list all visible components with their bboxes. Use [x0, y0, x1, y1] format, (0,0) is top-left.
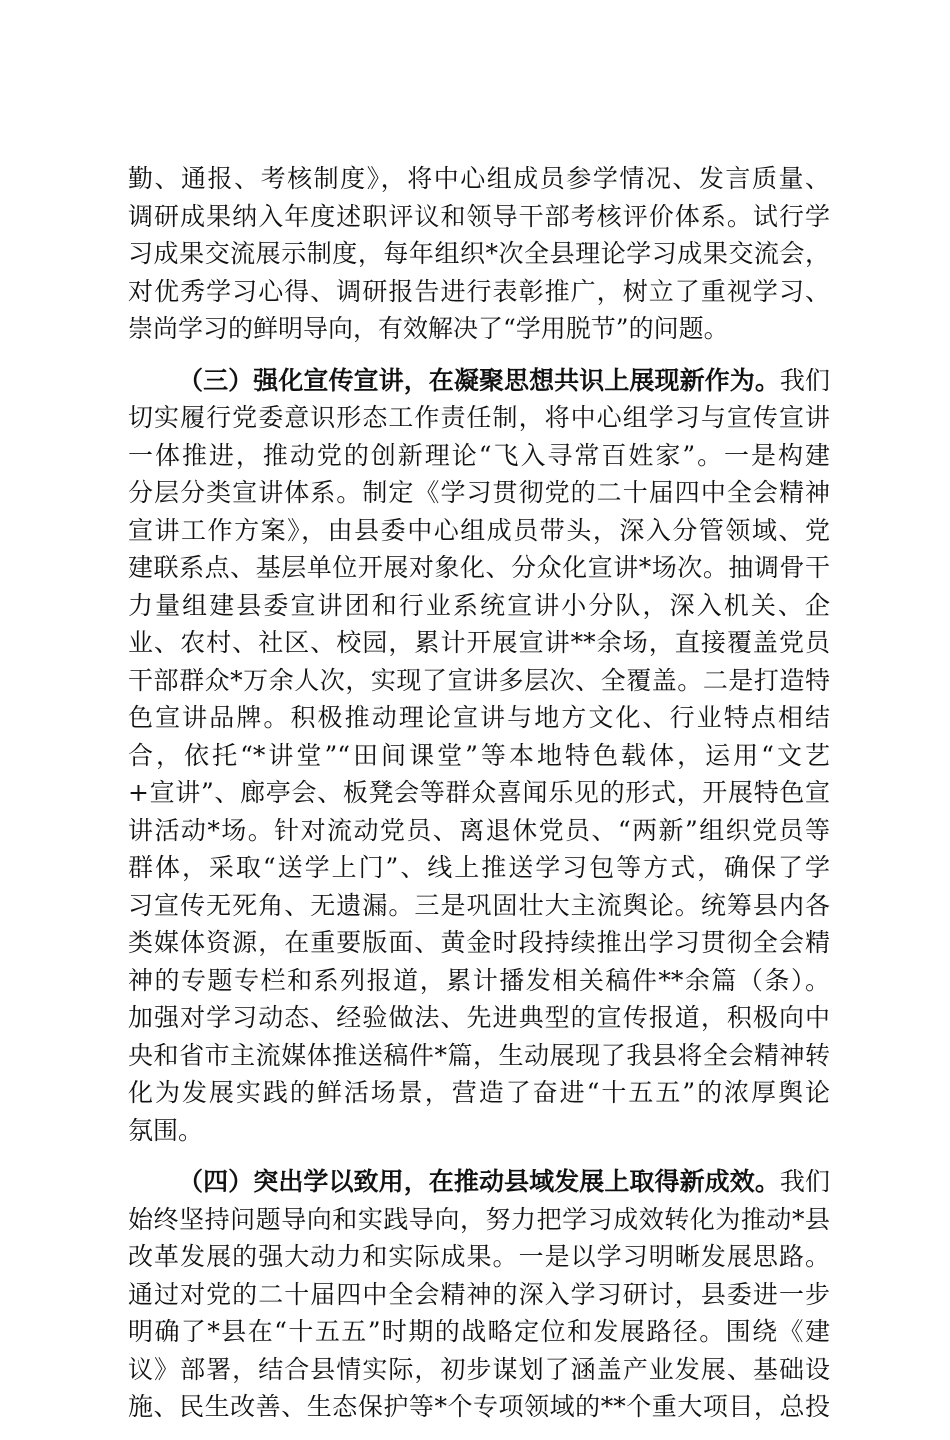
- text-line: 央和省市主流媒体推送稿件*篇，生动展现了我县将全会精神转: [128, 1040, 830, 1070]
- text-line: 调研成果纳入年度述职评议和领导干部考核评价体系。试行学: [128, 201, 830, 231]
- section-heading-3: （三）强化宣传宣讲，在凝聚思想共识上展现新作为。: [178, 365, 780, 395]
- text-line: 分层分类宣讲体系。制定《学习贯彻党的二十届四中全会精神: [128, 478, 830, 507]
- text-line: 施、民生改善、生态保护等*个专项领域的**个重大项目，总投: [128, 1392, 830, 1421]
- text-line: 宣讲工作方案》，由县委中心组成员带头，深入分管领域、党: [128, 515, 830, 545]
- text-line: 议》部署，结合县情实际，初步谋划了涵盖产业发展、基础设: [128, 1354, 830, 1384]
- paragraph-2: [128, 362, 830, 1150]
- text-line: 勤、通报、考核制度》，将中心组成员参学情况、发言质量、: [128, 164, 830, 193]
- heading-line: [128, 362, 830, 400]
- text-line: 力量组建县委宣讲团和行业系统宣讲小分队，深入机关、企: [128, 590, 830, 620]
- heading-line-rest: 我们: [779, 365, 830, 395]
- text-line: 始终坚持问题导向和实践导向，努力把学习成效转化为推动*县: [128, 1204, 830, 1234]
- text-line: 切实履行党委意识形态工作责任制，将中心组学习与宣传宣讲: [128, 403, 830, 432]
- text-line: 干部群众*万余人次，实现了宣讲多层次、全覆盖。二是打造特: [128, 665, 830, 695]
- text-line: +宣讲”、廊亭会、板凳会等群众喜闻乐见的形式，开展特色宣: [128, 778, 830, 807]
- text-line: 习成果交流展示制度，每年组织*次全县理论学习成果交流会，: [128, 239, 830, 268]
- paragraph-1: [128, 160, 830, 348]
- text-line: 崇尚学习的鲜明导向，有效解决了“学用脱节”的问题。: [128, 314, 729, 343]
- text-line: 讲活动*场。针对流动党员、离退休党员、“两新”组织党员等: [128, 815, 830, 845]
- paragraph-3: [128, 1163, 830, 1426]
- heading-line-rest: 我们: [779, 1167, 830, 1196]
- text-line: 加强对学习动态、经验做法、先进典型的宣传报道，积极向中: [128, 1003, 830, 1032]
- text-line: 改革发展的强大动力和实际成果。一是以学习明晰发展思路。: [128, 1242, 830, 1271]
- text-line: 神的专题专栏和系列报道，累计播发相关稿件**余篇（条）。: [128, 965, 830, 995]
- section-heading-4: （四）突出学以致用，在推动县域发展上取得新成效。: [178, 1167, 780, 1196]
- text-line: 对优秀学习心得、调研报告进行表彰推广，树立了重视学习、: [128, 276, 830, 306]
- text-line: 群体，采取“送学上门”、线上推送学习包等方式，确保了学: [128, 853, 830, 882]
- text-line: 合，依托“*讲堂”“田间课堂”等本地特色载体，运用“文艺: [128, 740, 830, 770]
- heading-line: [128, 1163, 830, 1201]
- text-line: 类媒体资源，在重要版面、黄金时段持续推出学习贯彻全会精: [128, 928, 830, 957]
- document-page: [128, 160, 830, 1440]
- text-line: 习宣传无死角、无遗漏。三是巩固壮大主流舆论。统筹县内各: [128, 890, 830, 920]
- text-line: 建联系点、基层单位开展对象化、分众化宣讲*场次。抽调骨干: [128, 553, 830, 582]
- text-line: 化为发展实践的鲜活场景，营造了奋进“十五五”的浓厚舆论: [128, 1078, 830, 1107]
- text-line: 氛围。: [128, 1115, 204, 1145]
- text-line: 明确了*县在“十五五”时期的战略定位和发展路径。围绕《建: [128, 1317, 830, 1346]
- text-line: 通过对党的二十届四中全会精神的深入学习研讨，县委进一步: [128, 1279, 830, 1309]
- text-line: 一体推进，推动党的创新理论“飞入寻常百姓家”。一是构建: [128, 440, 830, 470]
- text-line: 业、农村、社区、校园，累计开展宣讲**余场，直接覆盖党员: [128, 628, 830, 657]
- text-line: 色宣讲品牌。积极推动理论宣讲与地方文化、行业特点相结: [128, 703, 830, 732]
